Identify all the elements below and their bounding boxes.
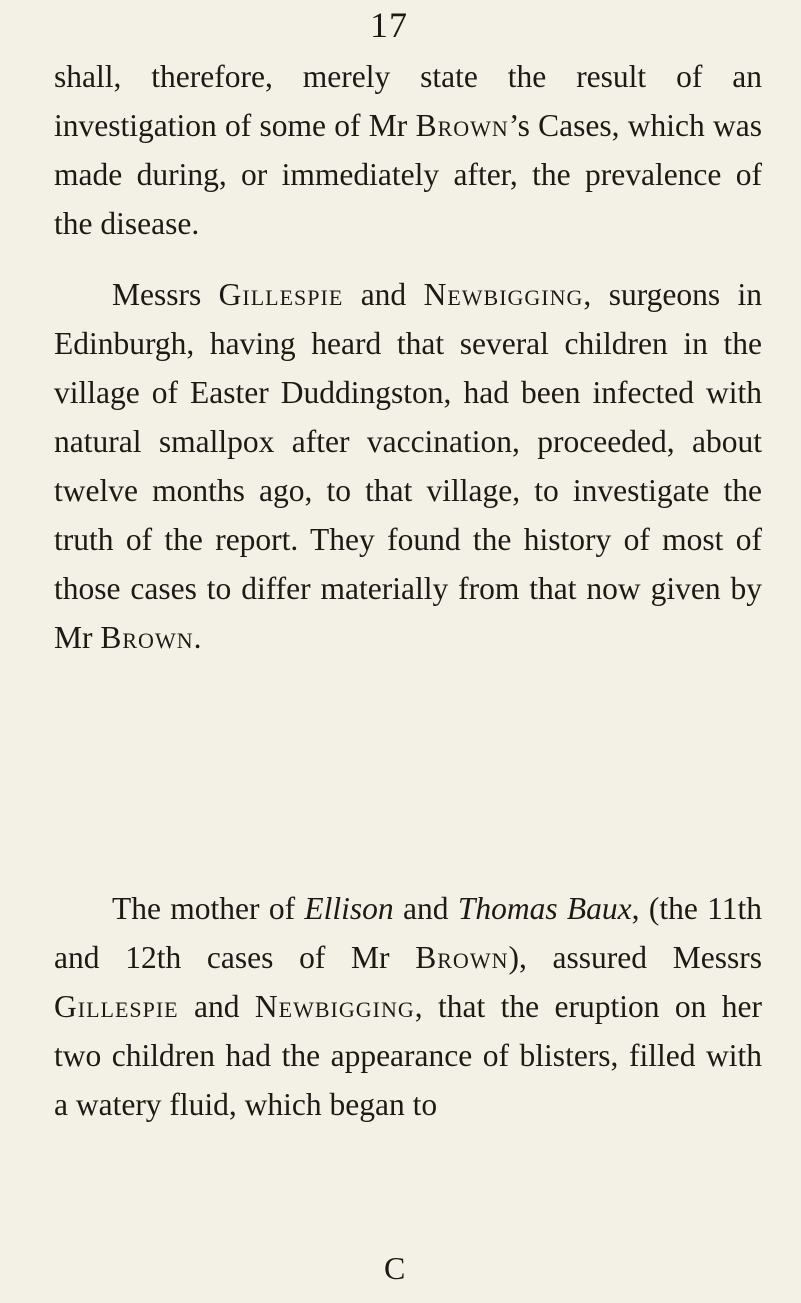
text-run: ’s Cases, which was made during, or immediately after, the prevalence of the disease. (54, 108, 762, 241)
name-small-caps: Brown (100, 620, 194, 655)
name-small-caps: Brown (415, 108, 509, 143)
text-run: , surgeons in Edinburgh, having heard that several children in the village of Easter Duddingston, had been infected with natural smallpox after vaccination, proceeded, about twelve months ago, to that village, to investigate the truth of the report. They found the history of most of those cases to differ materially from that now given by Mr (54, 277, 763, 655)
name-small-caps: Gillespie (54, 989, 179, 1024)
text-run: shall, therefore, merely state the result of an investigation of some of Mr (54, 59, 762, 143)
signature-mark: C (384, 1250, 406, 1286)
page-number: 17 (370, 5, 408, 45)
paragraph-1 (54, 52, 762, 248)
name-small-caps: Gillespie (218, 277, 344, 312)
text-run: , that the eruption on her two children had the appearance of blisters, filled with a watery fluid, which began to (54, 989, 762, 1122)
italic-name: Ellison (304, 891, 394, 926)
text-run: and (343, 277, 424, 312)
text-run: , (the 11th and 12th cases of Mr (54, 891, 762, 975)
paragraph-2 (54, 270, 762, 662)
text-run: and (393, 891, 458, 926)
text-run: and (178, 989, 255, 1024)
text-run: . (193, 620, 202, 655)
text-run: Messrs (112, 277, 219, 312)
paragraph-3 (54, 884, 762, 1129)
italic-name: Thomas Baux (457, 891, 632, 926)
name-small-caps: Newbigging (423, 277, 584, 312)
name-small-caps: Newbigging (254, 989, 415, 1024)
text-run: The mother of (112, 891, 305, 926)
name-small-caps: Brown (415, 940, 509, 975)
text-run: ), assured Messrs (508, 940, 762, 975)
